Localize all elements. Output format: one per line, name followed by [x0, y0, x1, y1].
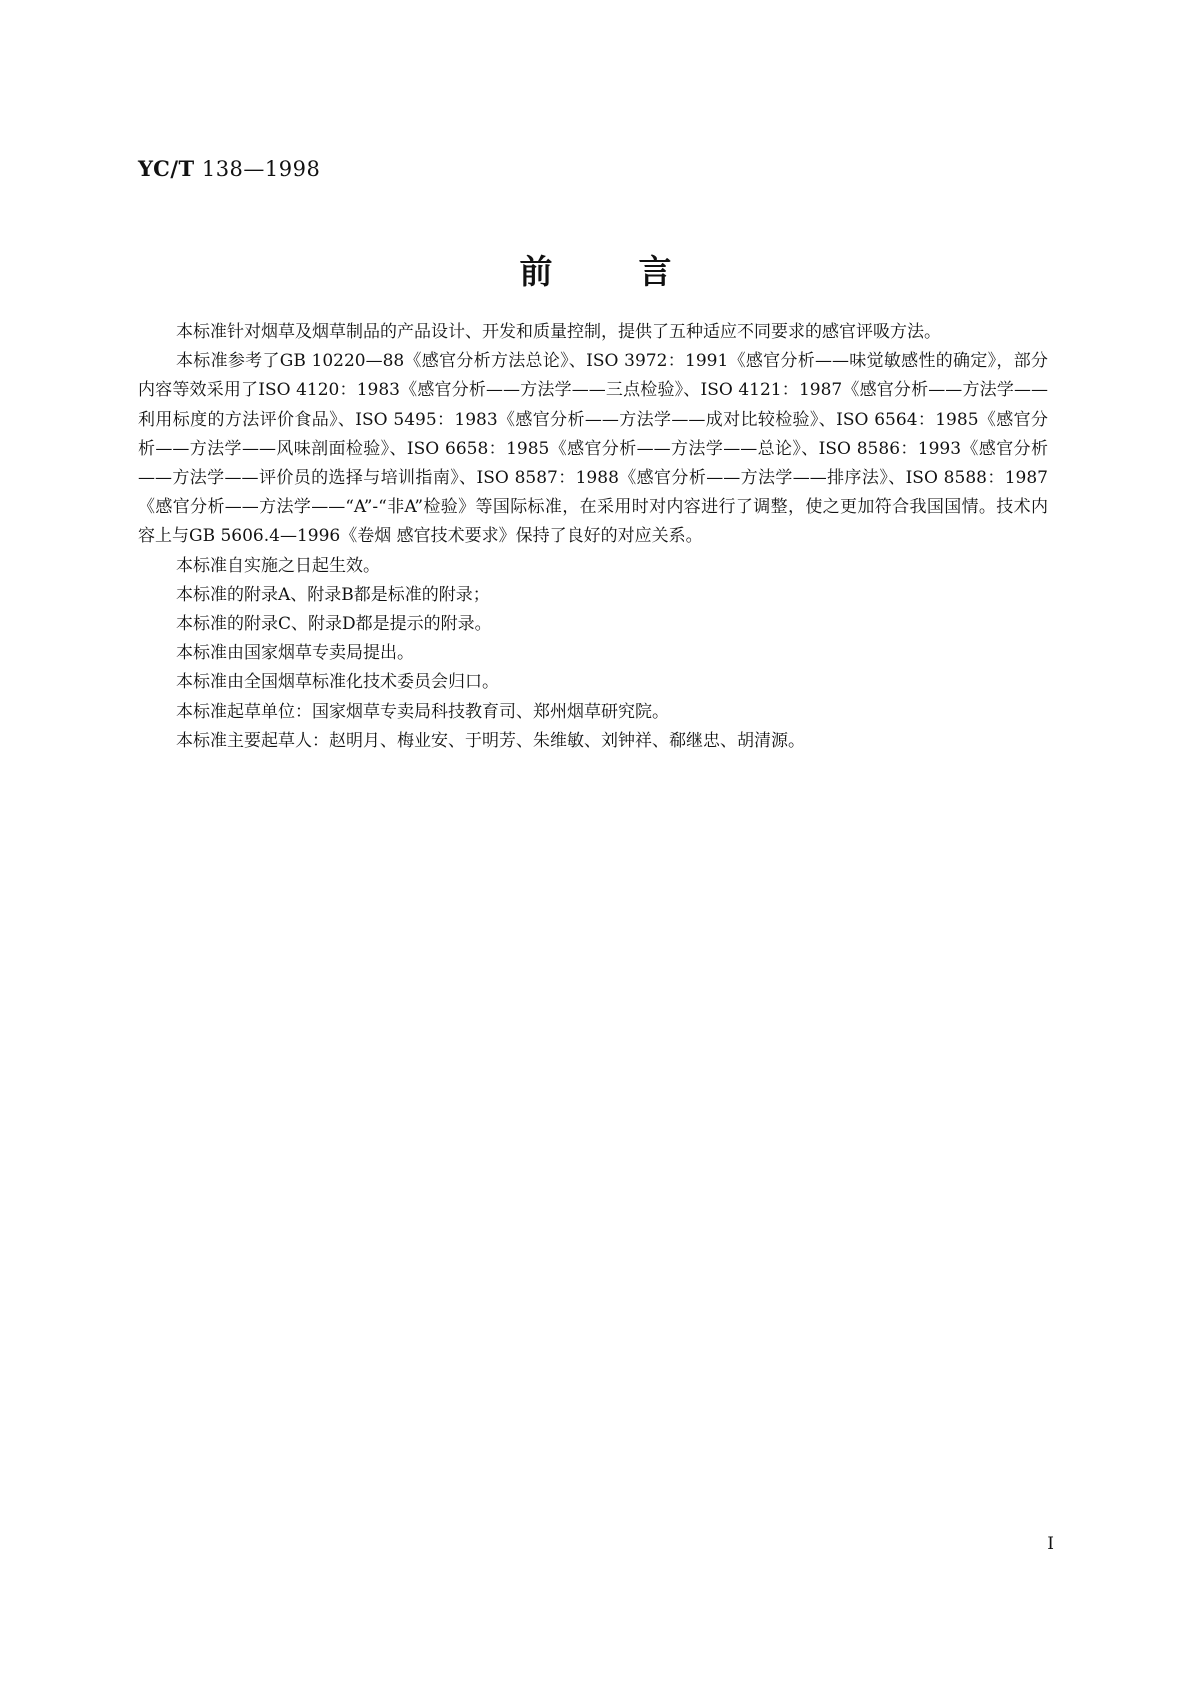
page-title: 前言 — [519, 252, 758, 291]
paragraph-proposer: 本标准由国家烟草专卖局提出。 — [176, 643, 414, 664]
paragraph-drafting-units: 本标准起草单位：国家烟草专卖局科技教育司、郑州烟草研究院。 — [176, 701, 669, 722]
standard-code — [138, 156, 320, 181]
paragraph-effective: 本标准自实施之日起生效。 — [176, 555, 380, 576]
standard-code-number: 138—1998 — [201, 157, 321, 181]
standard-code-prefix: YC/T — [138, 156, 195, 181]
paragraph-committee: 本标准由全国烟草标准化技术委员会归口。 — [176, 672, 499, 693]
paragraph-drafters: 本标准主要起草人：赵明月、梅业安、于明芳、朱维敏、刘钟祥、郗继忠、胡清源。 — [176, 730, 805, 751]
paragraph-references: 本标准参考了GB 10220—88《感官分析方法总论》、ISO 3972：1991《感官分析——味觉敏感性的确定》，部分内容等效采用了ISO 4120：1983《感官分析——方法学——三点检验》、ISO 4121：1987《感官分析——方法学——利用标度的方法评价食品》、ISO 5495：1983《感官分析——方法学——成对比较检验》、ISO 6564：1985《感官分析——方法学——风味剖面检验》、ISO 6658：1985《感官分析——方法学——总论》、ISO 8586：1993《感官分析——方法学——评价员的选择与培训指南》、ISO 8587：1988《感官分析——方法学——排序法》、ISO 8588：1987《感官分析——方法学——“A”-“非A”检验》等国际标准，在采用时对内容进行了调整，使之更加符合我国国情。技术内容上与GB 5606.4—1996《卷烟 感官技术要求》保持了良好的对应关系。 — [138, 351, 1048, 547]
paragraph-purpose: 本标准针对烟草及烟草制品的产品设计、开发和质量控制，提供了五种适应不同要求的感官评吸方法。 — [176, 322, 941, 342]
paragraph-informative-annexes: 本标准的附录C、附录D都是提示的附录。 — [176, 614, 492, 635]
foreword-body — [138, 318, 1048, 756]
page-number: I — [1047, 1534, 1054, 1554]
paragraph-normative-annexes: 本标准的附录A、附录B都是标准的附录； — [176, 584, 490, 605]
